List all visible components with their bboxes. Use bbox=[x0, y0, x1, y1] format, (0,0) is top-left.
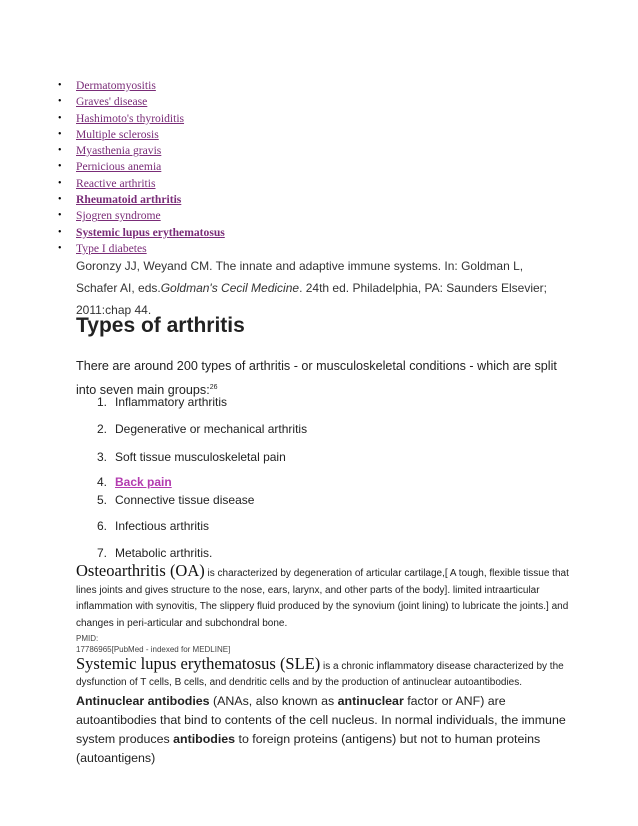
group-label: Inflammatory arthritis bbox=[115, 395, 228, 409]
pmid-label: PMID: bbox=[76, 634, 99, 643]
group-label: Soft tissue musculoskeletal pain bbox=[115, 450, 286, 464]
list-item bbox=[97, 519, 209, 533]
list-item bbox=[58, 159, 225, 175]
list-item bbox=[97, 493, 254, 507]
reference-citation bbox=[76, 255, 566, 321]
list-item bbox=[58, 208, 225, 224]
ana-term: Antinuclear antibodies bbox=[76, 693, 210, 708]
sle-text: is a chronic inflammatory disease characterized by the dysfunction of T cells, B cells, and dendritic cells and by the production of antinuclear autoantibodies. bbox=[76, 661, 564, 689]
link-back-pain[interactable]: Back pain bbox=[115, 475, 172, 489]
item-number: 5. bbox=[97, 493, 108, 507]
item-number: 4. bbox=[97, 475, 108, 489]
disease-link-list bbox=[58, 78, 225, 257]
ana-text: to foreign proteins (antigens) but not to human proteins (autoantigens) bbox=[76, 732, 541, 766]
link-rheumatoid-arthritis[interactable]: Rheumatoid arthritis bbox=[76, 193, 182, 207]
footnote-ref: 26 bbox=[209, 384, 218, 391]
pmid-citation bbox=[76, 634, 230, 655]
group-label: Connective tissue disease bbox=[115, 493, 255, 507]
bullet-icon: • bbox=[58, 242, 62, 254]
link-type-1-diabetes[interactable]: Type I diabetes bbox=[76, 241, 147, 255]
osteoarthritis-text: is characterized by degeneration of articular cartilage,[ A tough, flexible tissue that lines joints and gives structure to the nose, ears, larynx, and other parts of the body]. limited intraarticular inflammation with synovitis, The slippery fluid produced by the synovium (joint lining) to lubricate the joints.] and changes in peri-articular and subchondral bone. bbox=[76, 568, 569, 629]
bullet-icon: • bbox=[58, 226, 62, 238]
list-item bbox=[97, 546, 212, 560]
sle-paragraph bbox=[76, 656, 576, 769]
link-reactive-arthritis[interactable]: Reactive arthritis bbox=[76, 176, 156, 190]
link-dermatomyositis[interactable]: Dermatomyositis bbox=[76, 79, 156, 92]
link-graves-disease[interactable]: Graves' disease bbox=[76, 95, 148, 109]
osteoarthritis-term: Osteoarthritis (OA) bbox=[76, 561, 205, 580]
bullet-icon: • bbox=[58, 80, 62, 91]
pmid-value: 17786965[PubMed - indexed for MEDLINE] bbox=[76, 644, 231, 654]
ana-term: antibodies bbox=[173, 732, 236, 747]
bullet-icon: • bbox=[58, 128, 62, 140]
list-item bbox=[97, 450, 286, 464]
list-item bbox=[58, 192, 225, 208]
list-item bbox=[58, 78, 225, 94]
reference-book-title: Goldman's Cecil Medicine bbox=[160, 281, 300, 295]
item-number: 6. bbox=[97, 519, 108, 533]
list-item bbox=[58, 176, 225, 192]
link-pernicious-anemia[interactable]: Pernicious anemia bbox=[76, 160, 162, 174]
link-multiple-sclerosis[interactable]: Multiple sclerosis bbox=[76, 127, 159, 141]
group-label: Metabolic arthritis. bbox=[115, 546, 213, 560]
list-item bbox=[58, 225, 225, 241]
item-number: 3. bbox=[97, 450, 108, 464]
list-item bbox=[97, 422, 307, 436]
list-item bbox=[58, 111, 225, 127]
osteoarthritis-paragraph bbox=[76, 563, 571, 632]
item-number: 7. bbox=[97, 546, 108, 560]
bullet-icon: • bbox=[58, 194, 62, 206]
link-systemic-lupus-erythematosus[interactable]: Systemic lupus erythematosus bbox=[76, 225, 225, 239]
list-item bbox=[97, 475, 172, 489]
item-number: 2. bbox=[97, 422, 108, 436]
link-hashimotos-thyroiditis[interactable]: Hashimoto's thyroiditis bbox=[76, 111, 185, 125]
section-heading: Types of arthritis bbox=[76, 314, 245, 337]
bullet-icon: • bbox=[58, 161, 62, 173]
ana-sentence bbox=[76, 694, 566, 766]
group-label: Degenerative or mechanical arthritis bbox=[115, 422, 308, 436]
group-label: Infectious arthritis bbox=[115, 519, 210, 533]
sle-term: Systemic lupus erythematosus (SLE) bbox=[76, 654, 321, 673]
list-item bbox=[58, 127, 225, 143]
list-item bbox=[58, 143, 225, 159]
list-item bbox=[58, 94, 225, 110]
ana-text: (ANAs, also known as bbox=[209, 693, 338, 708]
link-sjogren-syndrome[interactable]: Sjogren syndrome bbox=[76, 209, 161, 223]
bullet-icon: • bbox=[58, 112, 62, 124]
link-myasthenia-gravis[interactable]: Myasthenia gravis bbox=[76, 144, 162, 158]
intro-text: There are around 200 types of arthritis - or musculoskeletal conditions - which are split into seven main groups: bbox=[76, 359, 557, 398]
bullet-icon: • bbox=[58, 96, 62, 108]
bullet-icon: • bbox=[58, 210, 62, 222]
bullet-icon: • bbox=[58, 145, 62, 157]
item-number: 1. bbox=[97, 395, 108, 409]
list-item bbox=[97, 395, 227, 409]
reference-text: Goronzy JJ, Weyand CM. The innate and adaptive immune systems. In: Goldman L, Schafer AI, eds. bbox=[76, 259, 524, 295]
bullet-icon: • bbox=[58, 177, 62, 189]
ana-term: antinuclear bbox=[337, 693, 404, 708]
reference-text: . 24th ed. Philadelphia, PA: Saunders Elsevier; 2011:chap 44. bbox=[76, 281, 548, 317]
ana-text: factor or ANF) are autoantibodies that bind to contents of the cell nucleus. In normal individuals, the immune system produces bbox=[76, 693, 566, 747]
